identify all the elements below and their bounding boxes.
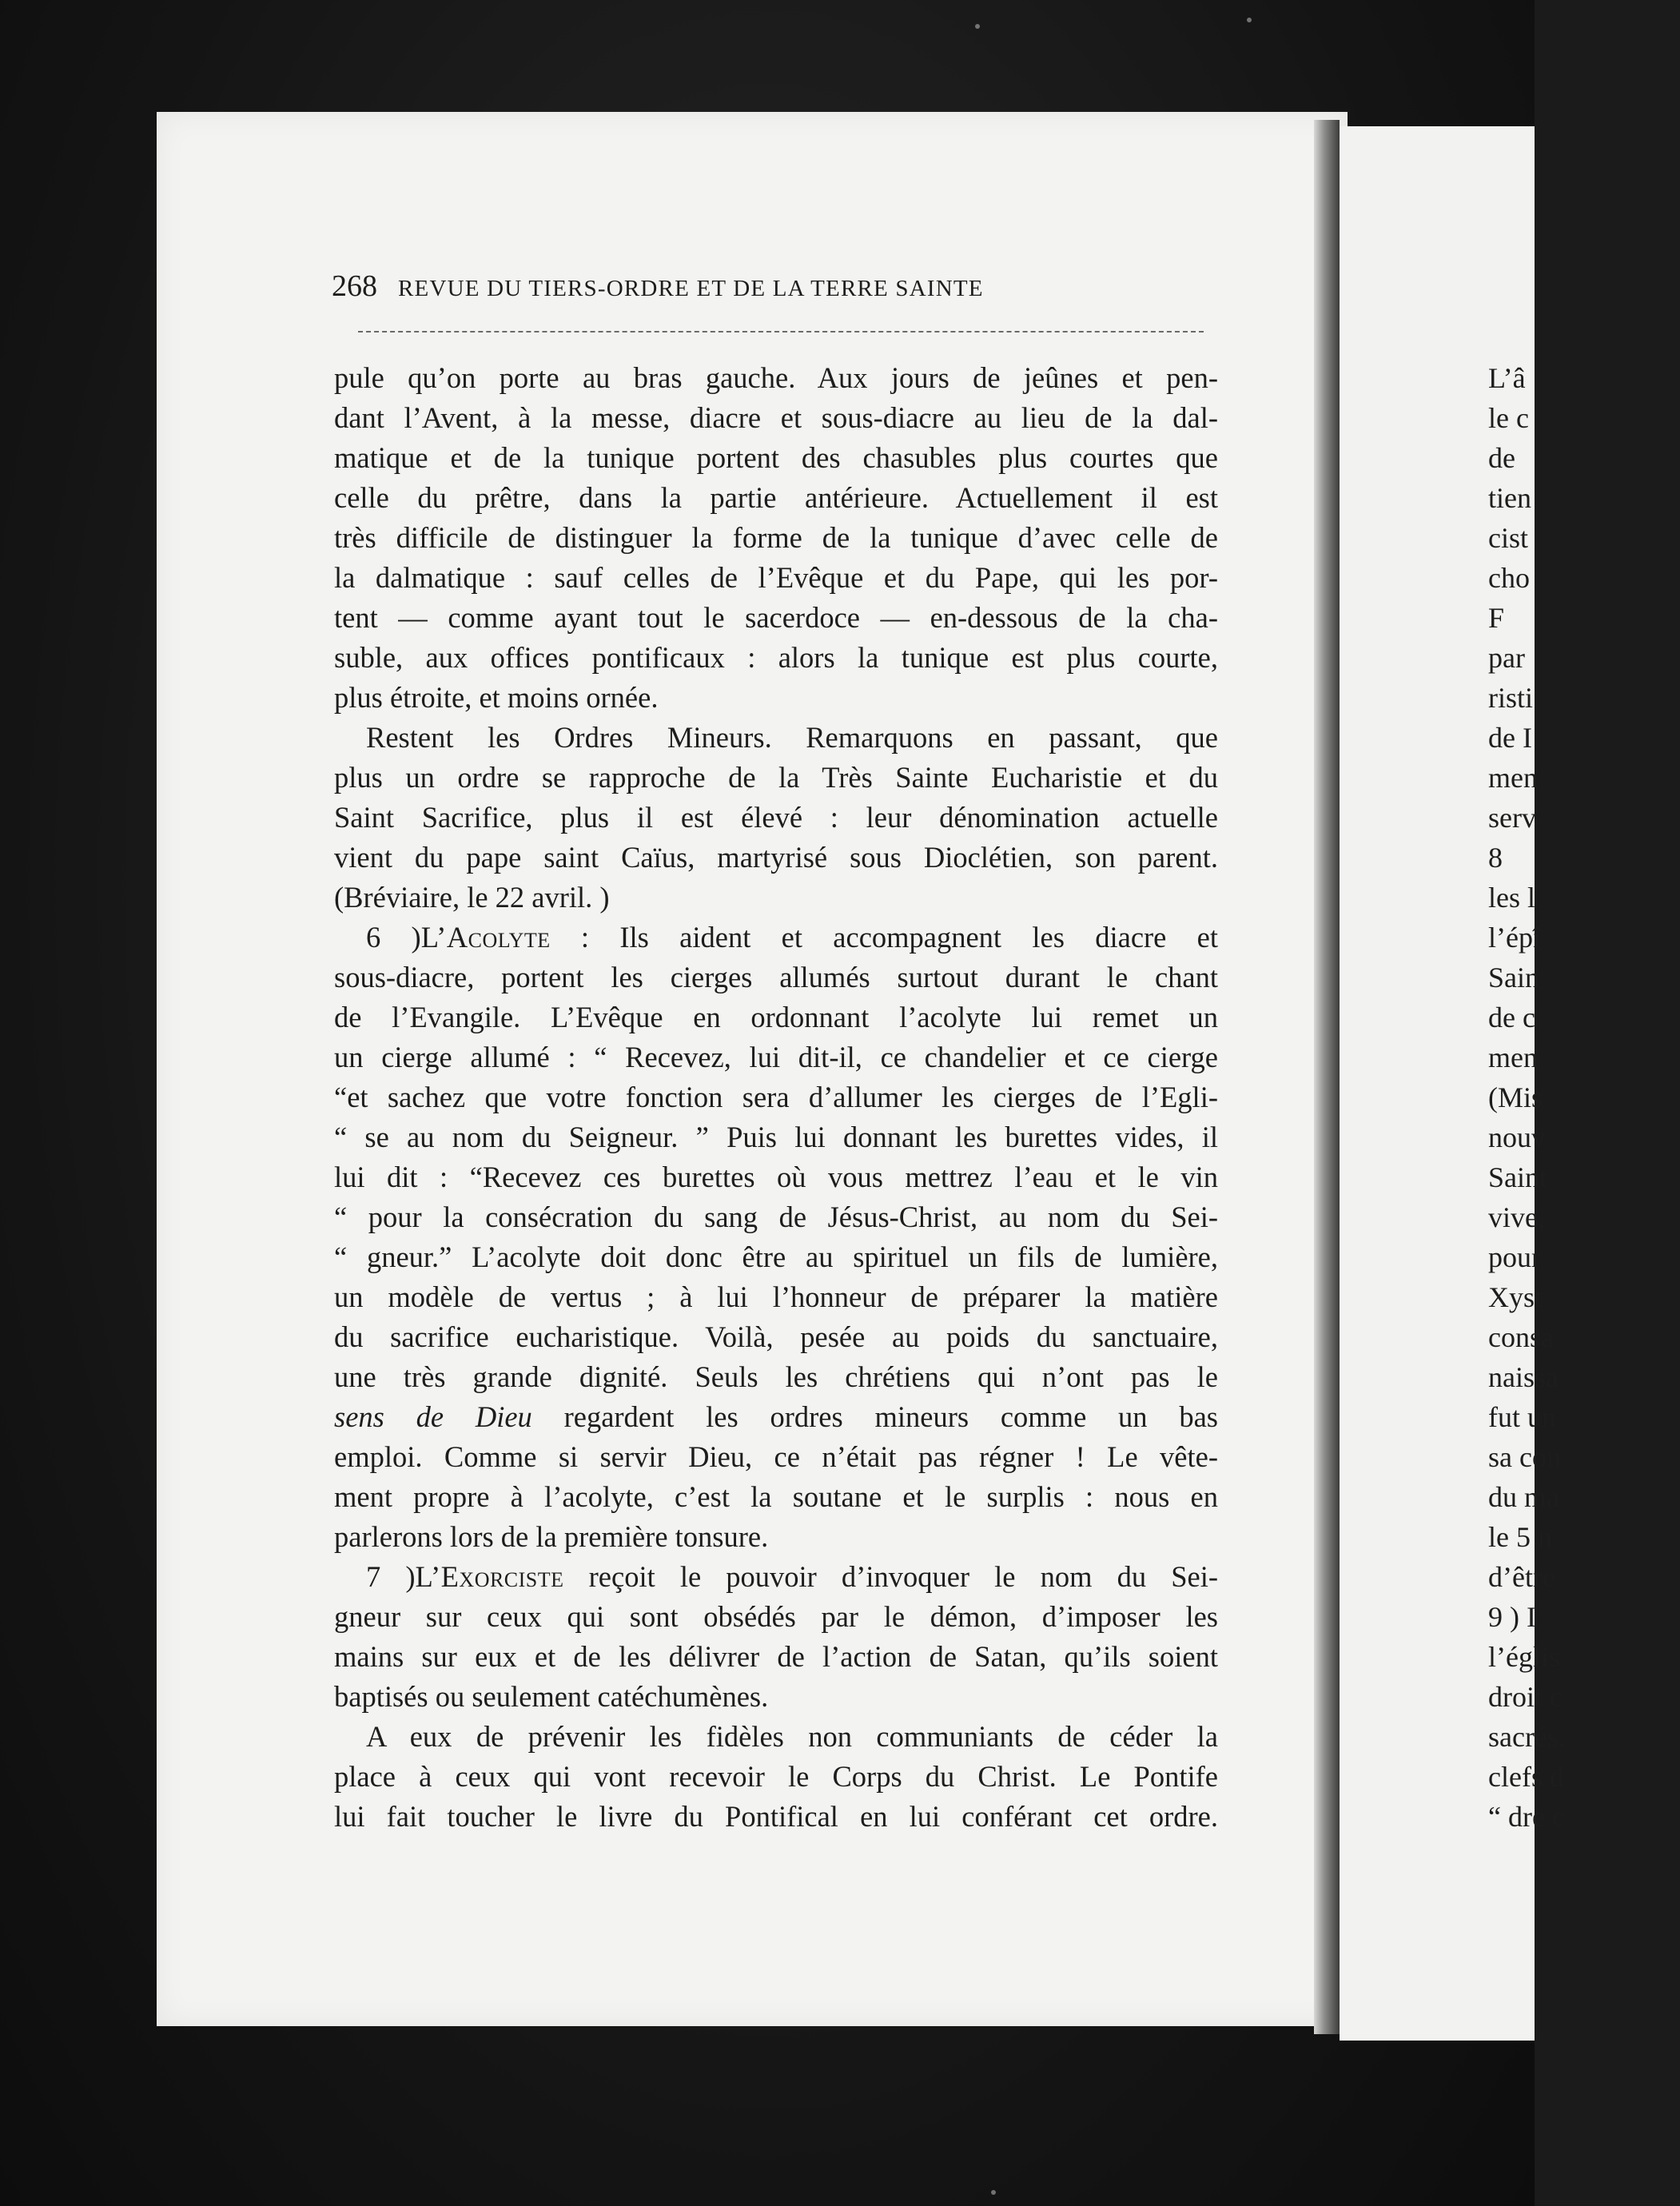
text-line: très difficile de distinguer la forme de la tunique d’avec celle de bbox=[334, 521, 1218, 554]
text-line: “ gneur.” L’acolyte doit donc être au spirituel un fils de lumière, bbox=[334, 1240, 1218, 1273]
facing-page-line: Xyst bbox=[1488, 1281, 1543, 1313]
facing-page-line: (Mis bbox=[1488, 1081, 1543, 1113]
italic-phrase: sens de Dieu bbox=[334, 1400, 532, 1433]
text-line: (Bréviaire, le 22 avril. ) bbox=[334, 881, 610, 914]
text-line: plus un ordre se rapproche de la Très Sainte Eucharistie et du bbox=[334, 761, 1218, 794]
text-line: A eux de prévenir les fidèles non communiants de céder la bbox=[366, 1720, 1218, 1753]
text-fragment: : Ils aident et accompagnent les diacre et bbox=[550, 921, 1219, 954]
facing-page-line: Sain bbox=[1488, 962, 1540, 993]
text-line: dant l’Avent, à la messe, diacre et sous-diacre au lieu de la dal- bbox=[334, 401, 1218, 434]
facing-page-line: clefs d bbox=[1488, 1761, 1564, 1793]
scan-speck bbox=[1247, 18, 1252, 22]
facing-page-line: tien bbox=[1488, 482, 1531, 514]
facing-page-line: L’â bbox=[1488, 362, 1526, 394]
text-line: “et sachez que votre fonction sera d’allumer les cierges de l’Egli- bbox=[334, 1081, 1218, 1113]
text-line: la dalmatique : sauf celles de l’Evêque et du Pape, qui les por- bbox=[334, 561, 1218, 594]
facing-page-line: l’épî bbox=[1488, 922, 1541, 954]
facing-page-line: d’être bbox=[1488, 1561, 1555, 1593]
text-line-exorciste bbox=[334, 1557, 1218, 1597]
text-line: une très grande dignité. Seuls les chrétiens qui n’ont pas le bbox=[334, 1360, 1218, 1393]
page-number: 268 bbox=[332, 269, 377, 303]
section-title: L’Exorciste bbox=[415, 1560, 564, 1593]
facing-page-line: sa con bbox=[1488, 1441, 1561, 1473]
facing-page-line: consa bbox=[1488, 1321, 1554, 1353]
text-line: sous-diacre, portent les cierges allumés surtout durant le chant bbox=[334, 961, 1218, 993]
text-line: gneur sur ceux qui sont obsédés par le démon, d’imposer les bbox=[334, 1600, 1218, 1633]
running-title: REVUE DU TIERS-ORDRE ET DE LA TERRE SAINTE bbox=[398, 276, 984, 301]
text-line: parlerons lors de la première tonsure. bbox=[334, 1520, 769, 1553]
text-line: pule qu’on porte au bras gauche. Aux jours de jeûnes et pen- bbox=[334, 361, 1218, 394]
header-rule bbox=[358, 331, 1204, 332]
facing-page-text bbox=[1488, 358, 1680, 1837]
facing-page-line: men bbox=[1488, 1041, 1538, 1073]
text-fragment: regardent les ordres mineurs comme un bas bbox=[531, 1400, 1218, 1433]
facing-page-line: du ma bbox=[1488, 1481, 1559, 1513]
text-line: du sacrifice eucharistique. Voilà, pesée au poids du sanctuaire, bbox=[334, 1320, 1218, 1353]
text-line: place à ceux qui vont recevoir le Corps du Christ. Le Pontife bbox=[334, 1760, 1218, 1793]
book-gutter bbox=[1314, 120, 1340, 2034]
facing-page-line: 8 bbox=[1488, 842, 1503, 874]
text-line: emploi. Comme si servir Dieu, ce n’était pas régner ! Le vête- bbox=[334, 1440, 1218, 1473]
section-title: L’Acolyte bbox=[420, 921, 551, 954]
text-line: lui dit : “Recevez ces burettes où vous mettrez l’eau et le vin bbox=[334, 1161, 1218, 1193]
text-line: un modèle de vertus ; à lui l’honneur de préparer la matière bbox=[334, 1280, 1218, 1313]
text-line: un cierge allumé : “ Recevez, lui dit-il, ce chandelier et ce cierge bbox=[334, 1041, 1218, 1073]
text-line: “ pour la consécration du sang de Jésus-Christ, au nom du Sei- bbox=[334, 1201, 1218, 1233]
facing-page-line: sacrés. bbox=[1488, 1721, 1566, 1753]
text-line: celle du prêtre, dans la partie antérieure. Actuellement il est bbox=[334, 481, 1218, 514]
text-line-italic bbox=[334, 1397, 1218, 1437]
facing-page-line: de bbox=[1488, 442, 1515, 474]
scan-speck bbox=[975, 24, 980, 29]
facing-page-line: risti bbox=[1488, 682, 1534, 714]
facing-page-line: “ dre c bbox=[1488, 1801, 1565, 1833]
text-line: mains sur eux et de les délivrer de l’action de Satan, qu’ils soient bbox=[334, 1640, 1218, 1673]
text-line: lui fait toucher le livre du Pontifical en lui conférant cet ordre. bbox=[334, 1800, 1218, 1833]
text-line: “ se au nom du Seigneur. ” Puis lui donnant les burettes vides, il bbox=[334, 1121, 1218, 1153]
facing-page-line: de c bbox=[1488, 1001, 1535, 1033]
facing-page-line: nouv bbox=[1488, 1121, 1546, 1153]
facing-page-line: cist bbox=[1488, 522, 1528, 554]
text-line: suble, aux offices pontificaux : alors la tunique est plus courte, bbox=[334, 641, 1218, 674]
facing-page-line: pour bbox=[1488, 1241, 1541, 1273]
text-line: de l’Evangile. L’Evêque en ordonnant l’acolyte lui remet un bbox=[334, 1001, 1218, 1033]
text-line: tent — comme ayant tout le sacerdoce — en-dessous de la cha- bbox=[334, 601, 1218, 634]
facing-page-line: men bbox=[1488, 762, 1538, 794]
scan-speck bbox=[991, 2190, 996, 2195]
text-line-acolyte bbox=[334, 918, 1218, 958]
text-fragment: reçoit le pouvoir d’invoquer le nom du Sei- bbox=[563, 1560, 1219, 1593]
facing-page-line: par bbox=[1488, 642, 1525, 674]
section-number: 7 ) bbox=[366, 1560, 416, 1593]
facing-page-line: fut un bbox=[1488, 1401, 1556, 1433]
facing-page-line: vive, bbox=[1488, 1201, 1545, 1233]
facing-page-line: le 5 n bbox=[1488, 1521, 1552, 1553]
facing-page-line: F bbox=[1488, 602, 1505, 634]
facing-page-line: Saint bbox=[1488, 1161, 1548, 1193]
facing-page-line: de I bbox=[1488, 722, 1532, 754]
text-line: Saint Sacrifice, plus il est élevé : leur dénomination actuelle bbox=[334, 801, 1218, 834]
section-number: 6 ) bbox=[366, 921, 421, 954]
text-line: Restent les Ordres Mineurs. Remarquons en passant, que bbox=[366, 721, 1218, 754]
text-line: ment propre à l’acolyte, c’est la soutane et le surplis : nous en bbox=[334, 1480, 1218, 1513]
facing-page-line: naissa bbox=[1488, 1361, 1559, 1393]
text-line: vient du pape saint Caïus, martyrisé sous Dioclétien, son parent. bbox=[334, 841, 1218, 874]
facing-page-line: le c bbox=[1488, 402, 1529, 434]
facing-page-line: droit c bbox=[1488, 1681, 1563, 1713]
facing-page-line: l’églis bbox=[1488, 1641, 1560, 1673]
facing-page-line: 9 ) I bbox=[1488, 1601, 1536, 1633]
text-line: plus étroite, et moins ornée. bbox=[334, 681, 659, 714]
page-header bbox=[332, 269, 1211, 317]
text-line: baptisés ou seulement catéchumènes. bbox=[334, 1680, 769, 1713]
facing-page-line: les l bbox=[1488, 882, 1535, 914]
facing-page-line: serv bbox=[1488, 802, 1536, 834]
facing-page-line: cho bbox=[1488, 562, 1530, 594]
body-text bbox=[334, 358, 1218, 1837]
text-line: matique et de la tunique portent des chasubles plus courtes que bbox=[334, 441, 1218, 474]
